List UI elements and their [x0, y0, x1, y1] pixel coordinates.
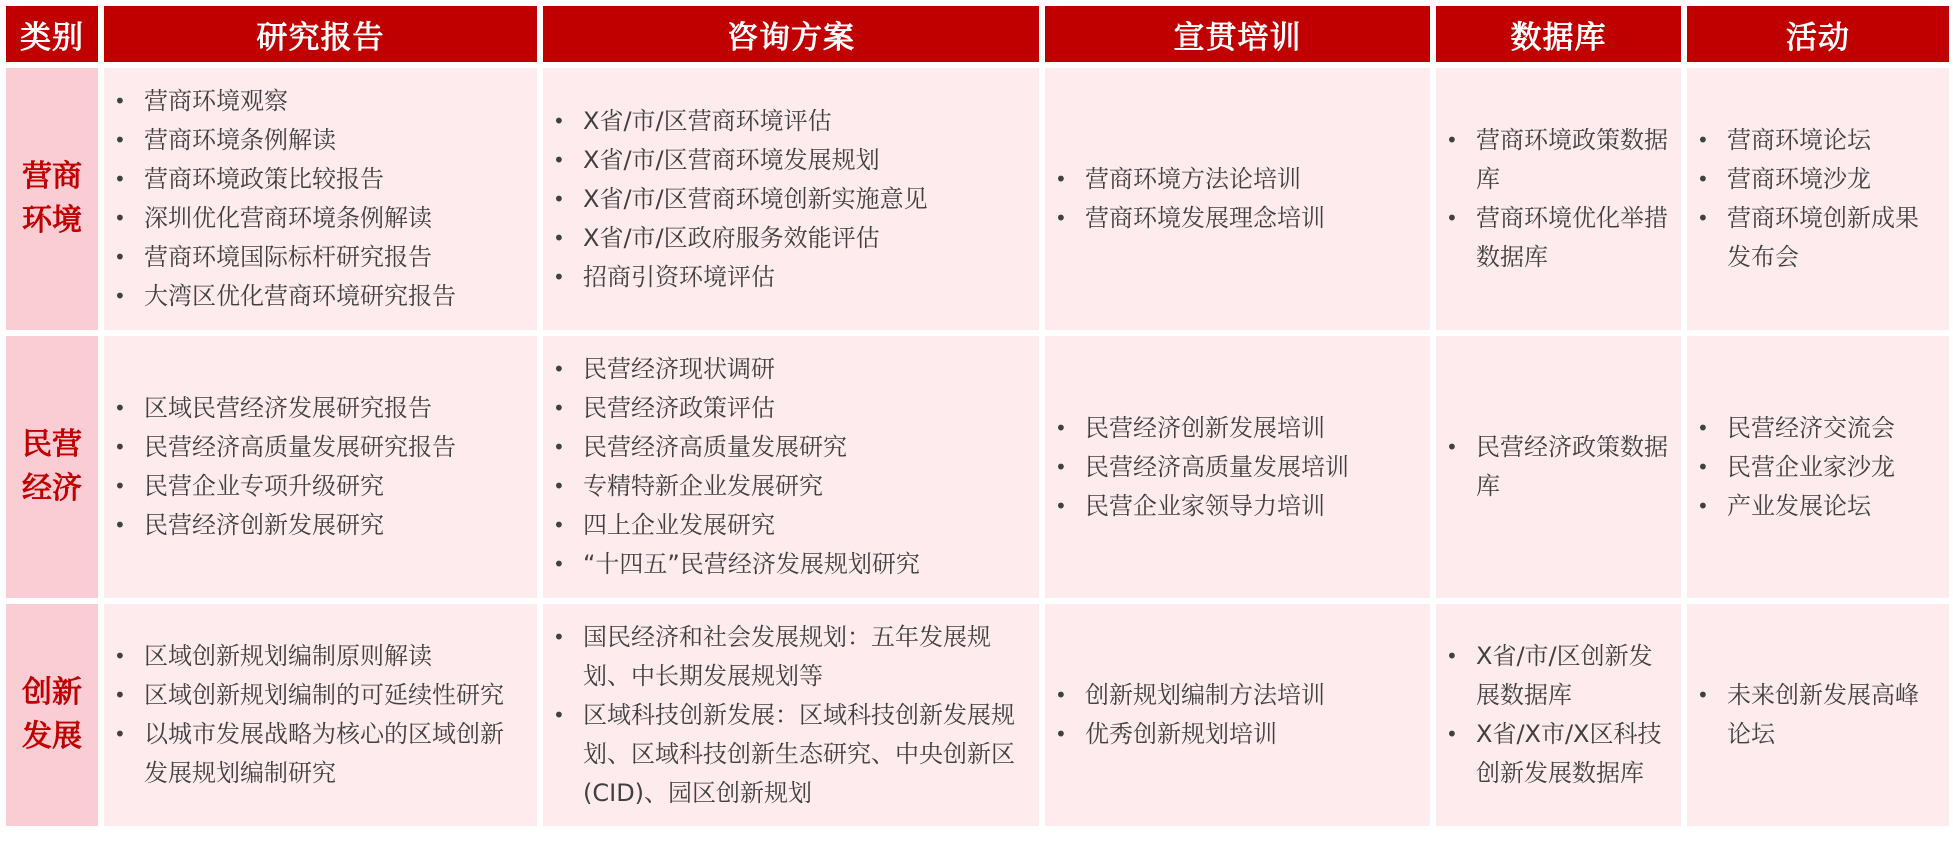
list-item: • 创新规划编制方法培训: [1085, 676, 1420, 715]
list-item: • 营商环境政策数据库: [1476, 121, 1671, 199]
item-list: [543, 618, 1039, 813]
list-item: • 营商环境论坛: [1727, 121, 1939, 160]
list-item: • 以城市发展战略为核心的区域创新发展规划编制研究: [144, 715, 527, 793]
list-item: • X省/市/区营商环境发展规划: [583, 141, 1029, 180]
list-item: • 民营经济高质量发展培训: [1085, 448, 1420, 487]
list-item: • 民营经济现状调研: [583, 350, 1029, 389]
list-item: • 专精特新企业发展研究: [583, 467, 1029, 506]
list-item: • 营商环境政策比较报告: [144, 160, 527, 199]
list-item: • 产业发展论坛: [1727, 487, 1939, 526]
item-list: [1045, 676, 1430, 754]
list-item: • 招商引资环境评估: [583, 258, 1029, 297]
list-item: • 营商环境方法论培训: [1085, 160, 1420, 199]
table-cell: [1045, 336, 1430, 598]
list-item: • 营商环境国际标杆研究报告: [144, 238, 527, 277]
list-item: • 民营经济政策评估: [583, 389, 1029, 428]
item-list: [543, 350, 1039, 584]
table-cell: [1436, 336, 1681, 598]
list-item: • 区域创新规划编制的可延续性研究: [144, 676, 527, 715]
item-list: [1687, 409, 1949, 526]
list-item: • 营商环境优化举措数据库: [1476, 199, 1671, 277]
header-category: 类别: [6, 6, 98, 62]
list-item: • 区域民营经济发展研究报告: [144, 389, 527, 428]
item-list: [543, 102, 1039, 297]
list-item: • 区域科技创新发展：区域科技创新发展规划、区域科技创新生态研究、中央创新区(CID)、园区创新规划: [583, 696, 1029, 813]
table-cell: [104, 336, 537, 598]
list-item: • 营商环境条例解读: [144, 121, 527, 160]
table-cell: [543, 604, 1039, 826]
list-item: • X省/市/区营商环境创新实施意见: [583, 180, 1029, 219]
category-label: 营商环境: [22, 159, 82, 238]
category-cell: [6, 604, 98, 826]
item-list: [1436, 428, 1681, 506]
table-cell: [1436, 604, 1681, 826]
list-item: • 营商环境观察: [144, 82, 527, 121]
table-cell: [543, 68, 1039, 330]
list-item: • 营商环境创新成果发布会: [1727, 199, 1939, 277]
table-cell: [543, 336, 1039, 598]
item-list: [1045, 409, 1430, 526]
list-item: • 营商环境沙龙: [1727, 160, 1939, 199]
service-matrix-table: [6, 6, 1949, 826]
item-list: [1687, 121, 1949, 277]
list-item: • 民营经济创新发展研究: [144, 506, 527, 545]
list-item: • 优秀创新规划培训: [1085, 715, 1420, 754]
item-list: [104, 82, 537, 316]
list-item: • 民营经济高质量发展研究: [583, 428, 1029, 467]
item-list: [1436, 121, 1681, 277]
list-item: • 国民经济和社会发展规划：五年发展规划、中长期发展规划等: [583, 618, 1029, 696]
table-cell: [1436, 68, 1681, 330]
category-label: 创新发展: [22, 675, 82, 754]
table-cell: [1687, 68, 1949, 330]
table-cell: [1045, 68, 1430, 330]
header-activity: 活动: [1687, 6, 1949, 62]
list-item: • 民营经济高质量发展研究报告: [144, 428, 527, 467]
item-list: [104, 637, 537, 793]
table-cell: [1687, 336, 1949, 598]
list-item: • 营商环境发展理念培训: [1085, 199, 1420, 238]
category-cell: [6, 68, 98, 330]
list-item: • 民营企业家领导力培训: [1085, 487, 1420, 526]
list-item: • 民营经济政策数据库: [1476, 428, 1671, 506]
category-label: 民营经济: [22, 427, 82, 506]
list-item: • 民营企业专项升级研究: [144, 467, 527, 506]
list-item: • “十四五”民营经济发展规划研究: [583, 545, 1029, 584]
list-item: • 民营经济创新发展培训: [1085, 409, 1420, 448]
header-training: 宣贯培训: [1045, 6, 1430, 62]
table-cell: [1687, 604, 1949, 826]
header-database: 数据库: [1436, 6, 1681, 62]
list-item: • 民营企业家沙龙: [1727, 448, 1939, 487]
list-item: • 深圳优化营商环境条例解读: [144, 199, 527, 238]
list-item: • 大湾区优化营商环境研究报告: [144, 277, 527, 316]
list-item: • 民营经济交流会: [1727, 409, 1939, 448]
header-research-report: 研究报告: [104, 6, 537, 62]
item-list: [1687, 676, 1949, 754]
table-cell: [104, 604, 537, 826]
item-list: [1436, 637, 1681, 793]
list-item: • X省/市/区创新发展数据库: [1476, 637, 1671, 715]
list-item: • 四上企业发展研究: [583, 506, 1029, 545]
list-item: • X省/X市/X区科技创新发展数据库: [1476, 715, 1671, 793]
item-list: [104, 389, 537, 545]
table-cell: [104, 68, 537, 330]
list-item: • X省/市/区营商环境评估: [583, 102, 1029, 141]
item-list: [1045, 160, 1430, 238]
header-consulting-plan: 咨询方案: [543, 6, 1039, 62]
category-cell: [6, 336, 98, 598]
list-item: • X省/市/区政府服务效能评估: [583, 219, 1029, 258]
list-item: • 区域创新规划编制原则解读: [144, 637, 527, 676]
table-cell: [1045, 604, 1430, 826]
list-item: • 未来创新发展高峰论坛: [1727, 676, 1939, 754]
